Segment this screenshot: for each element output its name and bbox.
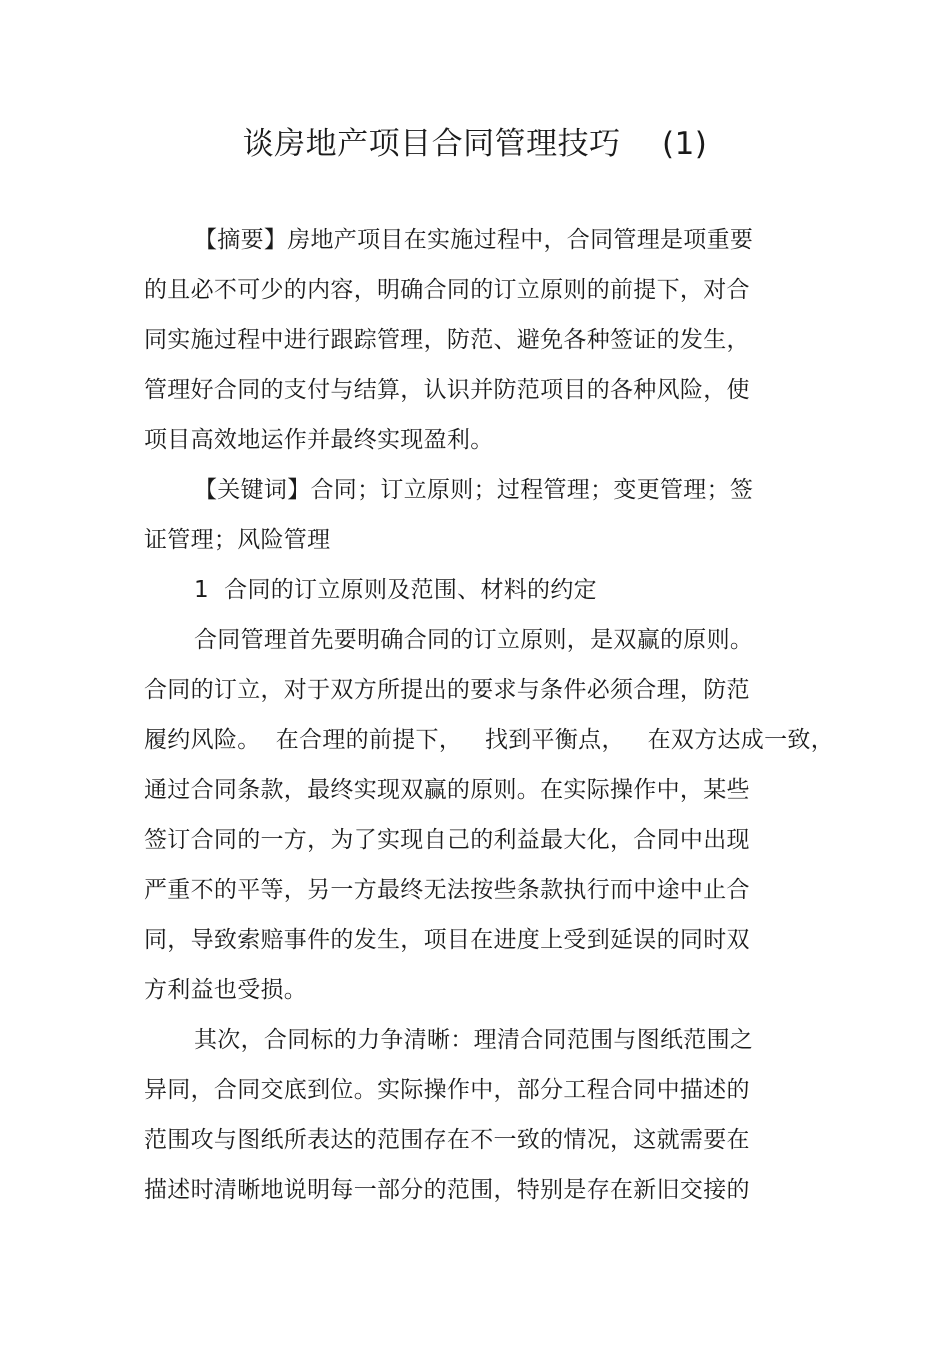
abstract-line: 【摘要】房地产项目在实施过程中，合同管理是项重要 bbox=[194, 227, 754, 253]
document-title: 谈房地产项目合同管理技巧 (1) bbox=[242, 126, 708, 162]
body-line: 严重不的平等，另一方最终无法按些条款执行而中途中止合 bbox=[144, 877, 750, 903]
keywords-line: 证管理；风险管理 bbox=[144, 527, 331, 553]
body-line: 合同管理首先要明确合同的订立原则，是双赢的原则。 bbox=[194, 627, 754, 653]
body-line: 其次，合同标的力争清晰：理清合同范围与图纸范围之 bbox=[194, 1027, 754, 1053]
abstract-line: 管理好合同的支付与结算，认识并防范项目的各种风险，使 bbox=[144, 377, 750, 403]
body-line: 合同的订立，对于双方所提出的要求与条件必须合理，防范 bbox=[144, 677, 750, 703]
abstract-line: 项目高效地运作并最终实现盈利。 bbox=[144, 427, 494, 453]
body-line: 异同，合同交底到位。实际操作中，部分工程合同中描述的 bbox=[144, 1077, 750, 1103]
body-line: 范围攻与图纸所表达的范围存在不一致的情况，这就需要在 bbox=[144, 1127, 750, 1153]
section-heading: 1 合同的订立原则及范围、材料的约定 bbox=[194, 577, 597, 603]
body-line: 签订合同的一方，为了实现自己的利益最大化，合同中出现 bbox=[144, 827, 750, 853]
body-line: 履约风险。 在合理的前提下， 找到平衡点， 在双方达成一致， bbox=[144, 727, 834, 753]
keywords-line: 【关键词】合同；订立原则；过程管理；变更管理；签 bbox=[194, 477, 754, 503]
body-line: 通过合同条款，最终实现双赢的原则。在实际操作中，某些 bbox=[144, 777, 750, 803]
body-line: 方利益也受损。 bbox=[144, 977, 308, 1003]
body-line: 同，导致索赔事件的发生，项目在进度上受到延误的同时双 bbox=[144, 927, 750, 953]
abstract-line: 的且必不可少的内容，明确合同的订立原则的前提下，对合 bbox=[144, 277, 750, 303]
body-line: 描述时清晰地说明每一部分的范围，特别是存在新旧交接的 bbox=[144, 1177, 750, 1203]
abstract-line: 同实施过程中进行跟踪管理，防范、避免各种签证的发生， bbox=[144, 327, 750, 353]
